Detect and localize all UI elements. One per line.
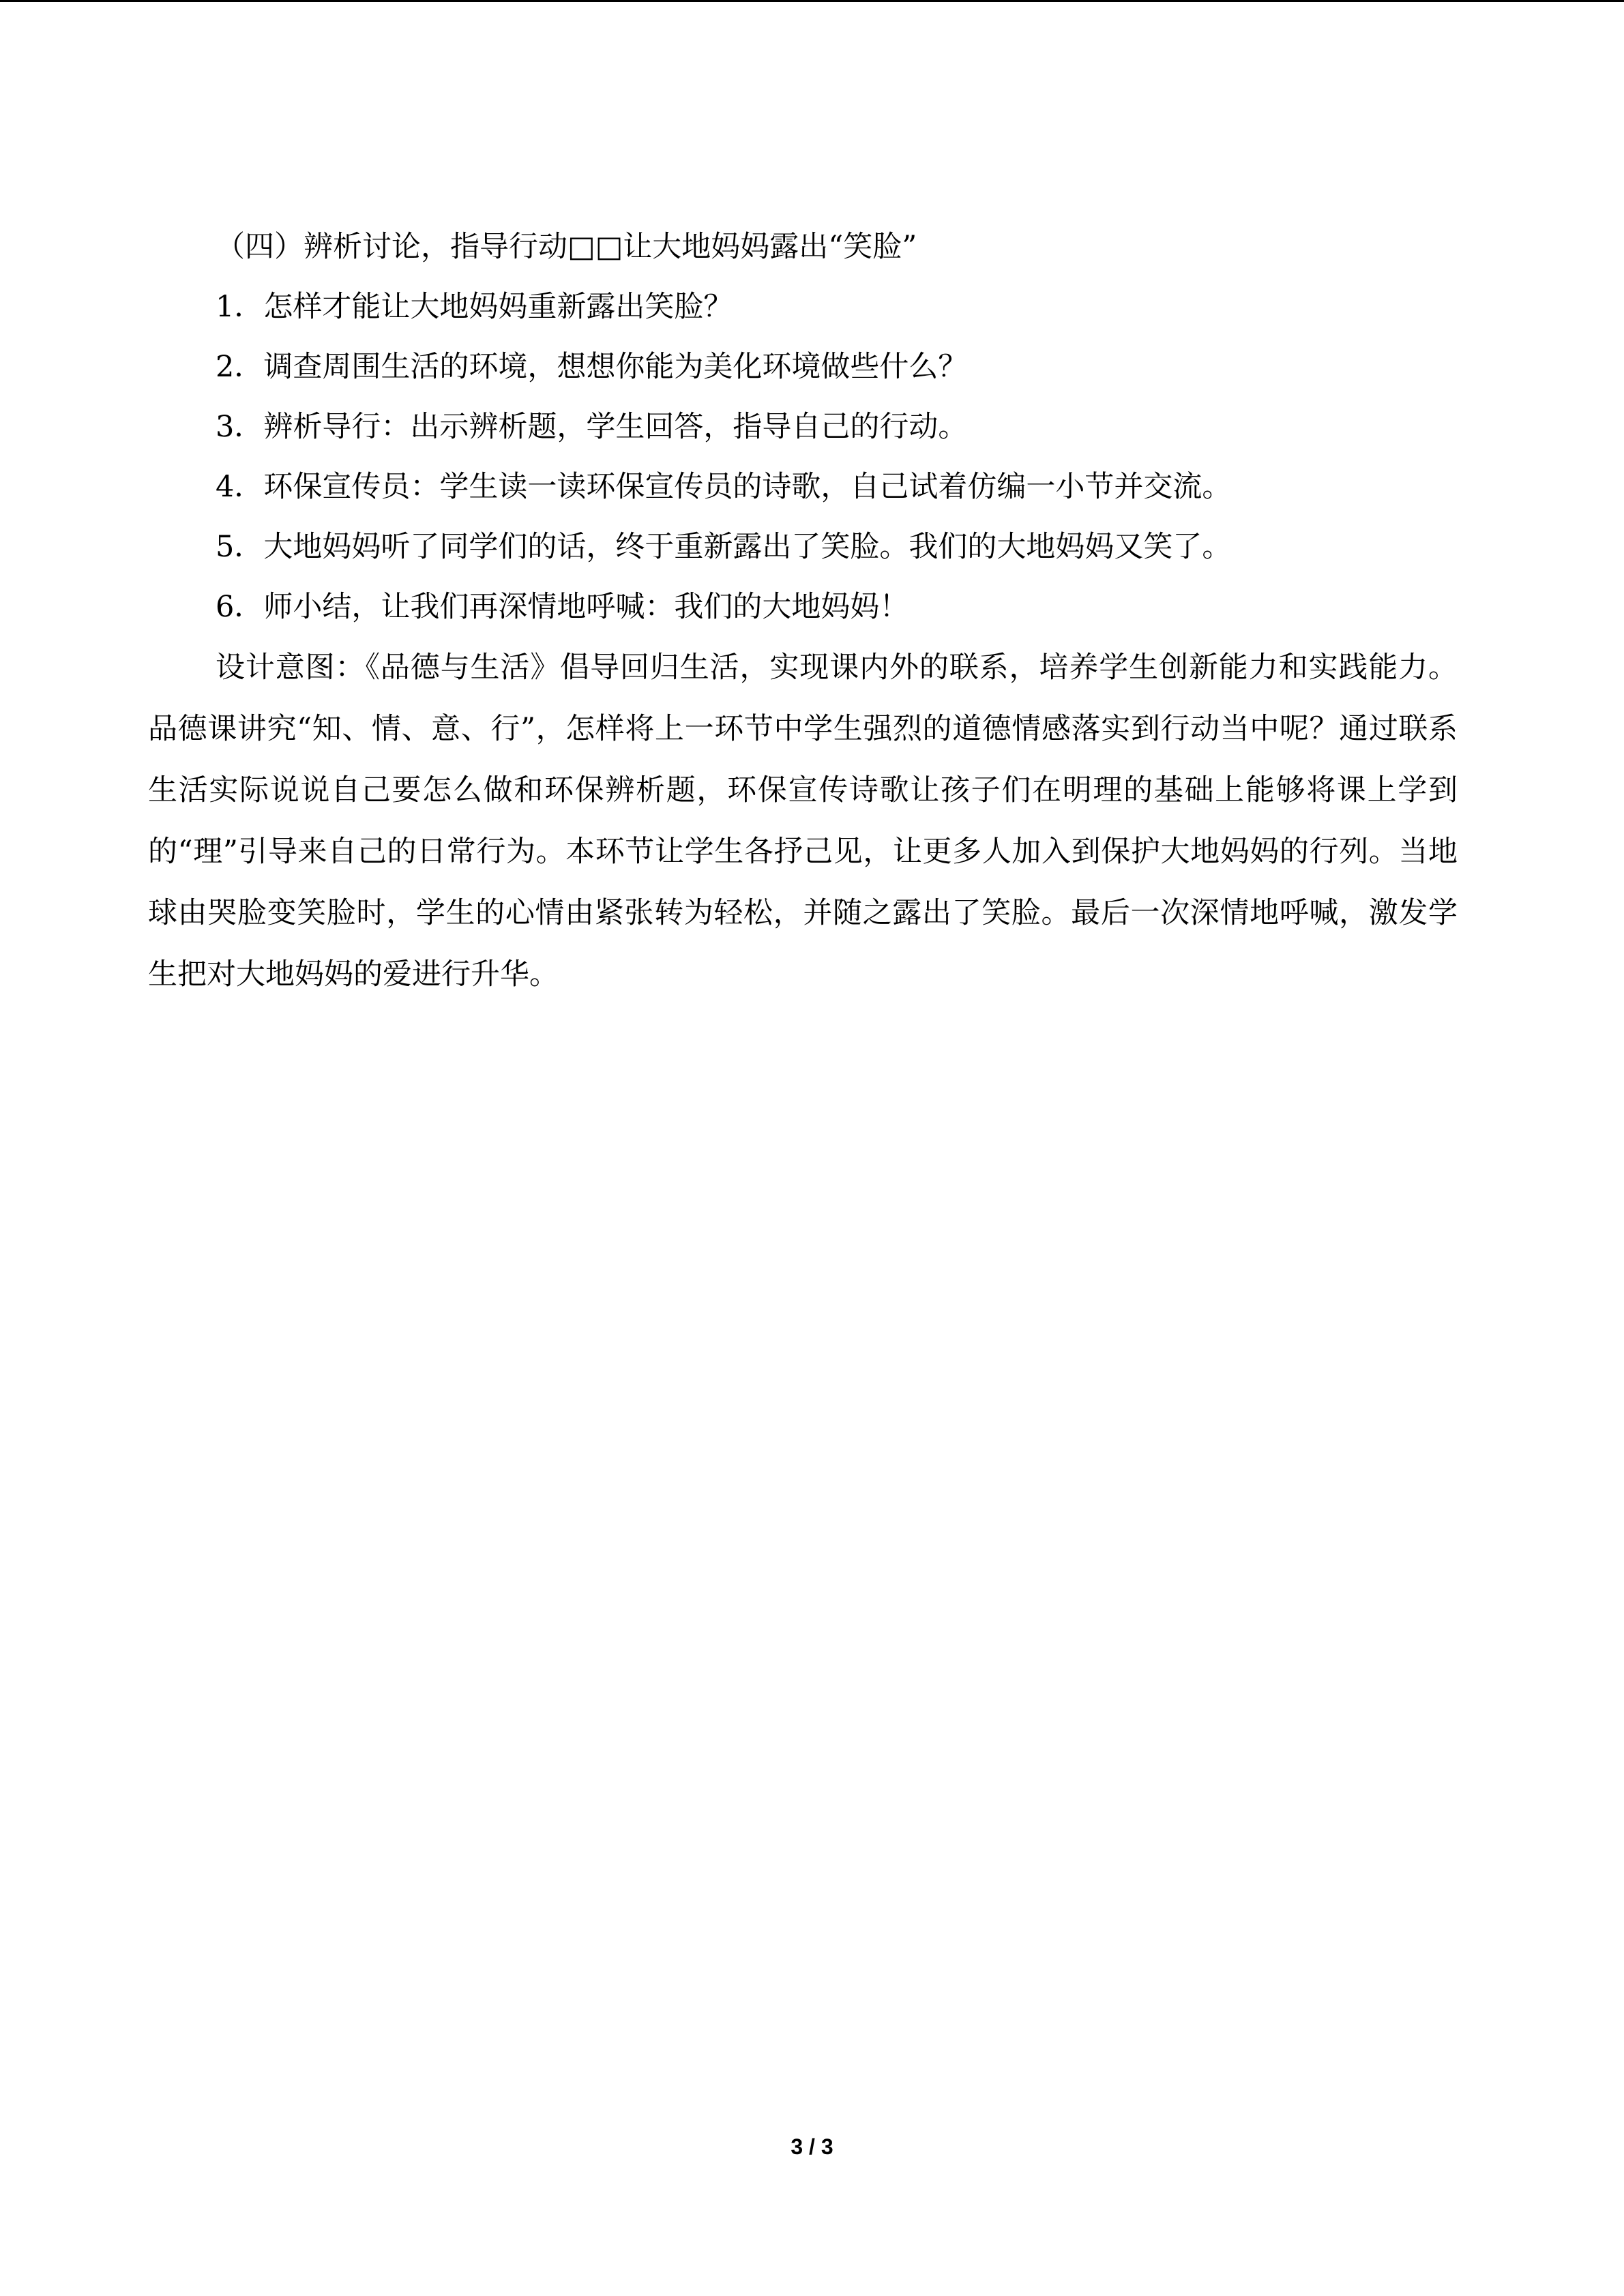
list-item-3: 3．辨析导行：出示辨析题，学生回答，指导自己的行动。	[216, 410, 968, 444]
list-item-5: 5．大地妈妈听了同学们的话，终于重新露出了笑脸。我们的大地妈妈又笑了。	[216, 530, 1232, 564]
section-heading: （四）辨析讨论，指导行动□□让大地妈妈露出“笑脸”	[216, 230, 917, 264]
page-top-border	[0, 0, 1624, 2]
list-item-4: 4．环保宣传员：学生读一读环保宣传员的诗歌，自己试着仿编一小节并交流。	[216, 470, 1232, 504]
list-item-6: 6．师小结，让我们再深情地呼喊：我们的大地妈妈！	[216, 590, 909, 624]
list-item-1: 1．怎样才能让大地妈妈重新露出笑脸？	[216, 290, 733, 324]
design-intent-paragraph: 设计意图：《品德与生活》倡导回归生活，实现课内外的联系，培养学生创新能力和实践能力。品德课讲究“知、情、意、行”，怎样将上一环节中学生强烈的道德情感落实到行动当中呢？通过联系生活实际说说自己要怎么做和环保辨析题，环保宣传诗歌让孩子们在明理的基础上能够将课上学到的“理”引导来自己的日常行为。本环节让学生各抒己见，让更多人加入到保护大地妈妈的行列。当地球由哭脸变笑脸时，学生的心情由紧张转为轻松，并随之露出了笑脸。最后一次深情地呼喊，激发学生把对大地妈妈的爱进行升华。	[148, 651, 1458, 992]
document-body	[148, 217, 1458, 1005]
list-item-2: 2．调查周围生活的环境，想想你能为美化环境做些什么？	[216, 350, 968, 384]
page-number: 3 / 3	[791, 2134, 833, 2159]
